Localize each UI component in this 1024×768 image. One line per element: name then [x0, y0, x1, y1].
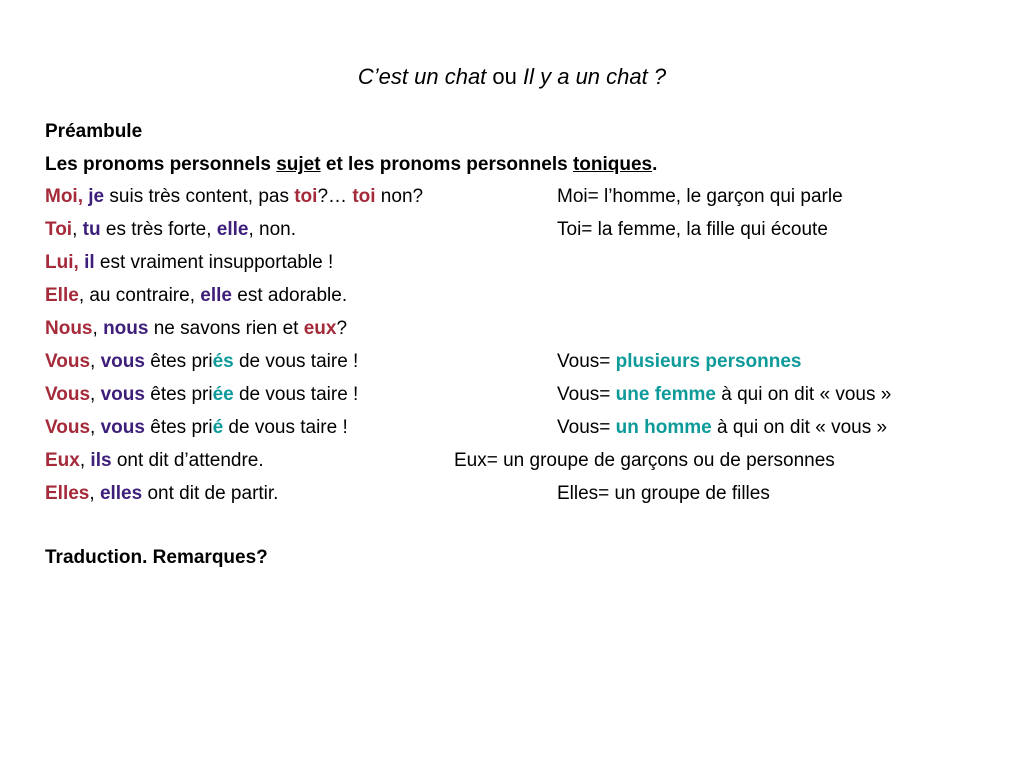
tonic-pronoun: toi — [352, 186, 376, 207]
sentence-text: de vous taire ! — [233, 384, 359, 405]
subject-pronoun: elles — [99, 483, 143, 504]
separator: , — [90, 384, 101, 405]
agreement-ending: é — [212, 417, 224, 438]
explanation-text: Vous= — [557, 417, 616, 438]
section-heading — [45, 153, 657, 177]
heading-text-3: et les pronoms personnels — [320, 154, 573, 175]
sentence-text: , au contraire, — [78, 285, 201, 306]
tonic-pronoun: Nous — [45, 318, 93, 339]
sentence-text: êtes pri — [144, 417, 213, 438]
sentence-text: es très forte, — [100, 219, 217, 240]
tonic-pronoun: Eux — [45, 450, 80, 471]
tonic-pronoun: eux — [303, 318, 337, 339]
example-line-moi — [45, 185, 423, 209]
sentence-text: êtes pri — [144, 351, 213, 372]
subject-pronoun: vous — [100, 384, 145, 405]
sentence-text: suis très content, pas — [104, 186, 295, 207]
heading-toniques: toniques — [572, 154, 653, 175]
tonic-pronoun: Vous — [45, 351, 91, 372]
subject-pronoun: tu — [82, 219, 101, 240]
sentence-text: non? — [375, 186, 424, 207]
sentence-text: ?… — [317, 186, 353, 207]
sentence-text: de vous taire ! — [223, 417, 348, 438]
sentence-text: est vraiment insupportable ! — [94, 252, 334, 273]
example-line-vous-plural — [45, 350, 358, 374]
tonic-pronoun: Elles — [45, 483, 90, 504]
explanation-text: Vous= — [557, 384, 616, 405]
example-line-eux — [45, 449, 264, 473]
example-line-elles — [45, 482, 278, 506]
sentence-text: êtes pri — [144, 384, 213, 405]
explanation-highlight: une femme — [615, 384, 716, 405]
separator: , — [90, 417, 101, 438]
tonic-pronoun: Vous — [45, 384, 91, 405]
tonic-pronoun: Elle — [45, 285, 79, 306]
tonic-pronoun: toi — [294, 186, 318, 207]
subject-pronoun: ils — [90, 450, 112, 471]
sentence-text: ne savons rien et — [148, 318, 304, 339]
explanation-text: à qui on dit « vous » — [715, 384, 892, 405]
explanation-elles: Elles= un groupe de filles — [557, 483, 770, 504]
subject-pronoun: vous — [100, 417, 145, 438]
subject-pronoun: nous — [103, 318, 149, 339]
slide-title — [0, 64, 1024, 90]
title-part1: C’est un chat — [357, 64, 487, 89]
subject-pronoun: il — [84, 252, 95, 273]
example-line-toi — [45, 218, 296, 242]
separator: , — [90, 351, 101, 372]
explanation-eux: Eux= un groupe de garçons ou de personnes — [454, 450, 835, 471]
sentence-text: ont dit d’attendre. — [111, 450, 264, 471]
tonic-pronoun: Vous — [45, 417, 91, 438]
subject-pronoun: elle — [200, 285, 232, 306]
explanation-vous-plural — [557, 350, 801, 374]
agreement-ending: ée — [212, 384, 234, 405]
separator: , — [72, 219, 83, 240]
example-line-nous — [45, 317, 347, 341]
separator: , — [89, 483, 100, 504]
explanation-text: Vous= — [557, 351, 616, 372]
title-part3: Il y a un chat ? — [523, 64, 667, 89]
sentence-text: de vous taire ! — [233, 351, 359, 372]
example-line-vous-feminine — [45, 383, 358, 407]
explanation-highlight: plusieurs personnes — [615, 351, 802, 372]
sentence-text: est adorable. — [231, 285, 348, 306]
separator: , — [79, 450, 91, 471]
explanation-vous-feminine — [557, 383, 891, 407]
separator: , — [77, 186, 89, 207]
explanation-highlight: un homme — [615, 417, 712, 438]
heading-text-1: Les pronoms personnels — [45, 154, 277, 175]
explanation-vous-masculine — [557, 416, 887, 440]
explanation-text: à qui on dit « vous » — [711, 417, 888, 438]
subject-pronoun: elle — [216, 219, 249, 240]
footer-question: Traduction. Remarques? — [45, 547, 268, 568]
subject-pronoun: je — [88, 186, 105, 207]
example-line-vous-masculine — [45, 416, 348, 440]
agreement-ending: és — [212, 351, 234, 372]
tonic-pronoun: Moi — [45, 186, 78, 207]
title-part2: ou — [486, 64, 523, 89]
tonic-pronoun: Lui, — [45, 252, 85, 273]
sentence-text: , non. — [248, 219, 296, 240]
sentence-text: ? — [336, 318, 348, 339]
example-line-lui — [45, 251, 333, 275]
explanation-toi: Toi= la femme, la fille qui écoute — [557, 219, 828, 240]
example-line-elle — [45, 284, 347, 308]
tonic-pronoun: Toi — [45, 219, 73, 240]
preambule-heading: Préambule — [45, 121, 143, 142]
subject-pronoun: vous — [100, 351, 145, 372]
separator: , — [92, 318, 104, 339]
sentence-text: ont dit de partir. — [142, 483, 279, 504]
explanation-moi: Moi= l’homme, le garçon qui parle — [557, 186, 843, 207]
heading-sujet: sujet — [276, 154, 321, 175]
heading-text-5: . — [652, 154, 658, 175]
